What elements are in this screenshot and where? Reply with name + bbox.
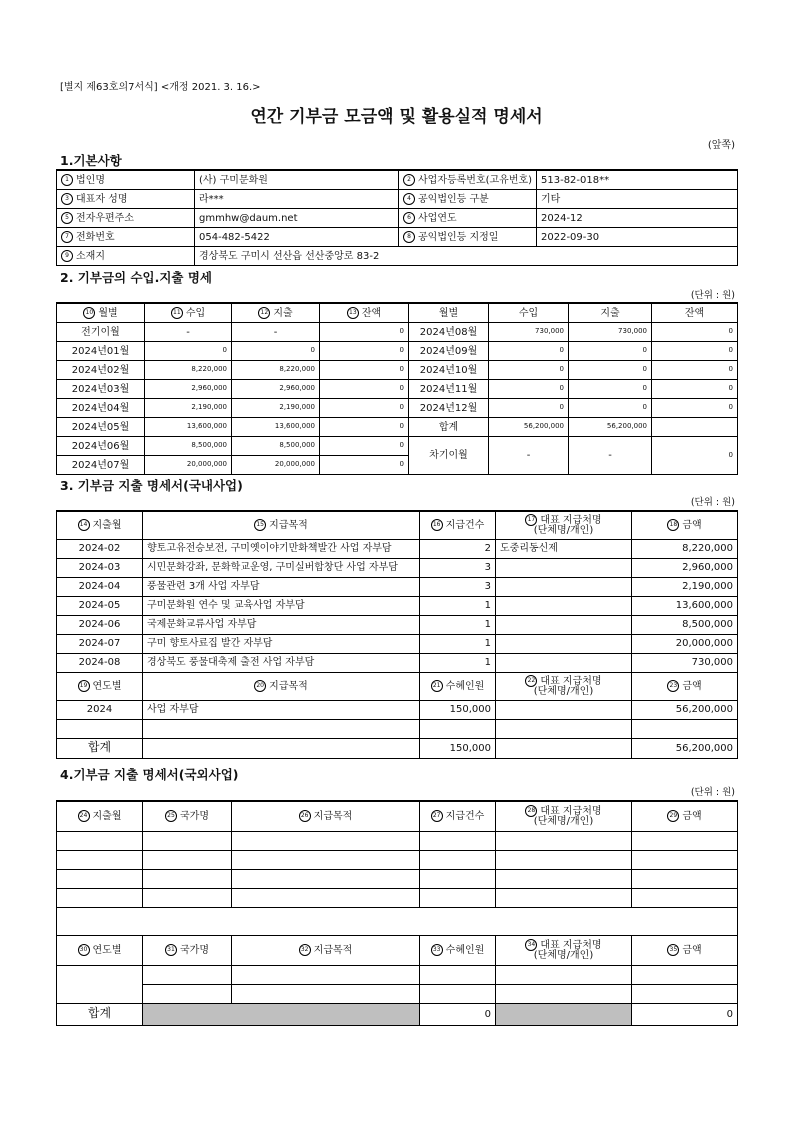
header-cell: 월별 bbox=[409, 303, 489, 323]
field-value: 라*** bbox=[195, 190, 399, 209]
income-cell: - bbox=[489, 437, 569, 475]
income-cell: 2,960,000 bbox=[145, 380, 232, 399]
header-cell: 32 지급목적 bbox=[232, 935, 420, 965]
purpose-cell: 경상북도 풍물대축제 출전 사업 자부담 bbox=[143, 653, 420, 672]
income-cell: 20,000,000 bbox=[145, 456, 232, 475]
count-cell: 1 bbox=[420, 653, 496, 672]
empty-cell bbox=[143, 738, 420, 758]
month-cell: 2024년01월 bbox=[57, 342, 145, 361]
table-row bbox=[57, 596, 738, 615]
header-cell: 33 수혜인원 bbox=[420, 935, 496, 965]
expense-cell: 20,000,000 bbox=[232, 456, 320, 475]
balance-cell bbox=[652, 418, 738, 437]
income-cell: 8,500,000 bbox=[145, 437, 232, 456]
empty-cell bbox=[496, 738, 632, 758]
income-cell: 0 bbox=[145, 342, 232, 361]
table-row bbox=[57, 634, 738, 653]
month-cell: 2024-04 bbox=[57, 577, 143, 596]
payee-cell bbox=[496, 700, 632, 719]
header-cell: 16 지급건수 bbox=[420, 511, 496, 539]
month-cell: 2024년02월 bbox=[57, 361, 145, 380]
count-cell: 3 bbox=[420, 558, 496, 577]
year-cell: 2024 bbox=[57, 700, 143, 719]
header-cell: 23 금액 bbox=[632, 672, 738, 700]
purpose-cell: 풍물관련 3개 사업 자부담 bbox=[143, 577, 420, 596]
payee-cell bbox=[496, 577, 632, 596]
amount-cell: 8,500,000 bbox=[632, 615, 738, 634]
address-row bbox=[57, 247, 738, 266]
count-cell: 3 bbox=[420, 577, 496, 596]
info-row bbox=[57, 190, 738, 209]
expense-cell: 0 bbox=[569, 342, 652, 361]
unit-label: (단위 : 원) bbox=[690, 290, 735, 301]
income-cell: 0 bbox=[489, 342, 569, 361]
income-cell: 13,600,000 bbox=[145, 418, 232, 437]
field-label: 1 법인명 bbox=[57, 170, 195, 190]
month-cell: 2024년04월 bbox=[57, 399, 145, 418]
table-row bbox=[57, 831, 738, 850]
info-row bbox=[57, 209, 738, 228]
table-header-row bbox=[57, 672, 738, 700]
balance-cell: 0 bbox=[652, 361, 738, 380]
front-side-label: (앞쪽) bbox=[707, 140, 735, 151]
field-value: 기타 bbox=[537, 190, 738, 209]
balance-cell: 0 bbox=[652, 437, 738, 475]
table-header-row bbox=[57, 935, 738, 965]
header-cell: 잔액 bbox=[652, 303, 738, 323]
expense-cell: 0 bbox=[232, 342, 320, 361]
income-cell: 730,000 bbox=[489, 323, 569, 342]
income-cell: 0 bbox=[489, 399, 569, 418]
payee-cell bbox=[496, 653, 632, 672]
header-cell: 15 지급목적 bbox=[143, 511, 420, 539]
header-cell: 수입 bbox=[489, 303, 569, 323]
table-row bbox=[57, 558, 738, 577]
field-label: 2 사업자등록번호(고유번호) bbox=[399, 170, 537, 190]
header-cell: 28 대표 지급처명 (단체명/개인) bbox=[496, 801, 632, 831]
field-value: 경상북도 구미시 선산읍 선산중앙로 83-2 bbox=[195, 247, 738, 266]
header-cell: 21 수혜인원 bbox=[420, 672, 496, 700]
amount-cell: 20,000,000 bbox=[632, 634, 738, 653]
payee-cell bbox=[496, 615, 632, 634]
income-cell: 8,220,000 bbox=[145, 361, 232, 380]
amount-cell: 2,190,000 bbox=[632, 577, 738, 596]
overseas-expense-table bbox=[56, 800, 738, 1026]
header-cell: 20 지급목적 bbox=[143, 672, 420, 700]
header-cell: 26 지급목적 bbox=[232, 801, 420, 831]
table-row bbox=[57, 965, 738, 984]
field-label: 3 대표자 성명 bbox=[57, 190, 195, 209]
field-value: gmmhw@daum.net bbox=[195, 209, 399, 228]
balance-cell: 0 bbox=[320, 437, 409, 456]
month-cell: 2024-07 bbox=[57, 634, 143, 653]
total-label: 합계 bbox=[57, 1003, 143, 1025]
section1-heading: 1.기본사항 bbox=[60, 153, 122, 168]
field-label: 8 공익법인등 지정일 bbox=[399, 228, 537, 247]
total-people: 0 bbox=[420, 1003, 496, 1025]
section4-heading: 4.기부금 지출 명세서(국외사업) bbox=[60, 767, 239, 782]
amount-cell: 2,960,000 bbox=[632, 558, 738, 577]
expense-cell: 13,600,000 bbox=[232, 418, 320, 437]
table-header-row bbox=[57, 511, 738, 539]
amount-cell: 8,220,000 bbox=[632, 539, 738, 558]
income-cell: - bbox=[145, 323, 232, 342]
field-label: 5 전자우편주소 bbox=[57, 209, 195, 228]
header-cell: 24 지출월 bbox=[57, 801, 143, 831]
balance-cell: 0 bbox=[652, 380, 738, 399]
empty-cell bbox=[632, 719, 738, 738]
expense-cell: 2,190,000 bbox=[232, 399, 320, 418]
month-cell: 2024년11월 bbox=[409, 380, 489, 399]
header-cell: 지출 bbox=[569, 303, 652, 323]
expense-cell: 0 bbox=[569, 361, 652, 380]
total-amount: 56,200,000 bbox=[632, 738, 738, 758]
balance-cell: 0 bbox=[320, 323, 409, 342]
balance-cell: 0 bbox=[320, 399, 409, 418]
total-amount: 0 bbox=[632, 1003, 738, 1025]
table-row bbox=[57, 361, 738, 380]
header-cell: 14 지출월 bbox=[57, 511, 143, 539]
info-row bbox=[57, 170, 738, 190]
table-row bbox=[57, 984, 738, 1003]
table-header-row bbox=[57, 303, 738, 323]
header-cell: 30 연도별 bbox=[57, 935, 143, 965]
expense-cell: 0 bbox=[569, 380, 652, 399]
month-cell: 2024년07월 bbox=[57, 456, 145, 475]
header-cell: 22 대표 지급처명 (단체명/개인) bbox=[496, 672, 632, 700]
purpose-cell: 구미문화원 연수 및 교육사업 자부담 bbox=[143, 596, 420, 615]
table-row bbox=[57, 418, 738, 437]
expense-cell: 730,000 bbox=[569, 323, 652, 342]
table-row bbox=[57, 719, 738, 738]
month-cell: 2024-02 bbox=[57, 539, 143, 558]
field-label: 4 공익법인등 구분 bbox=[399, 190, 537, 209]
header-cell: 29 금액 bbox=[632, 801, 738, 831]
balance-cell: 0 bbox=[652, 399, 738, 418]
month-cell: 2024년12월 bbox=[409, 399, 489, 418]
empty-cell bbox=[496, 719, 632, 738]
empty-cell bbox=[143, 719, 420, 738]
month-cell: 2024년09월 bbox=[409, 342, 489, 361]
purpose-cell: 시민문화강좌, 문화학교운영, 구미실버합창단 사업 자부담 bbox=[143, 558, 420, 577]
count-cell: 1 bbox=[420, 634, 496, 653]
expense-cell: 8,500,000 bbox=[232, 437, 320, 456]
balance-cell: 0 bbox=[320, 342, 409, 361]
month-cell: 전기이월 bbox=[57, 323, 145, 342]
table-row bbox=[57, 437, 738, 456]
field-label: 9 소재지 bbox=[57, 247, 195, 266]
expense-cell: 2,960,000 bbox=[232, 380, 320, 399]
gray-cell bbox=[496, 1003, 632, 1025]
basic-info-table bbox=[56, 169, 738, 266]
amount-cell: 730,000 bbox=[632, 653, 738, 672]
gray-cell bbox=[143, 1003, 420, 1025]
table-row bbox=[57, 399, 738, 418]
table-row bbox=[57, 615, 738, 634]
empty-cell bbox=[420, 719, 496, 738]
amount-cell: 13,600,000 bbox=[632, 596, 738, 615]
table-row bbox=[57, 539, 738, 558]
month-cell: 합계 bbox=[409, 418, 489, 437]
month-cell: 2024년08월 bbox=[409, 323, 489, 342]
header-cell: 12 지출 bbox=[232, 303, 320, 323]
total-row bbox=[57, 1003, 738, 1025]
field-value: 2022-09-30 bbox=[537, 228, 738, 247]
table-row bbox=[57, 700, 738, 719]
header-cell: 13 잔액 bbox=[320, 303, 409, 323]
carry-label: 차기이월 bbox=[409, 437, 489, 475]
header-cell: 35 금액 bbox=[632, 935, 738, 965]
info-row bbox=[57, 228, 738, 247]
header-cell: 18 금액 bbox=[632, 511, 738, 539]
table-row bbox=[57, 869, 738, 888]
table-row bbox=[57, 850, 738, 869]
income-cell: 0 bbox=[489, 380, 569, 399]
balance-cell: 0 bbox=[320, 361, 409, 380]
month-cell: 2024-05 bbox=[57, 596, 143, 615]
month-cell: 2024-08 bbox=[57, 653, 143, 672]
header-cell: 11 수입 bbox=[145, 303, 232, 323]
unit-label: (단위 : 원) bbox=[690, 497, 735, 508]
income-cell: 2,190,000 bbox=[145, 399, 232, 418]
total-people: 150,000 bbox=[420, 738, 496, 758]
table-row bbox=[57, 380, 738, 399]
balance-cell: 0 bbox=[320, 418, 409, 437]
month-cell: 2024년05월 bbox=[57, 418, 145, 437]
section2-heading: 2. 기부금의 수입.지출 명세 bbox=[60, 270, 213, 285]
domestic-expense-table bbox=[56, 510, 738, 759]
income-expense-table bbox=[56, 302, 738, 475]
count-cell: 1 bbox=[420, 596, 496, 615]
table-row bbox=[57, 323, 738, 342]
expense-cell: 0 bbox=[569, 399, 652, 418]
people-cell: 150,000 bbox=[420, 700, 496, 719]
field-value: 513-82-018** bbox=[537, 170, 738, 190]
payee-cell bbox=[496, 634, 632, 653]
field-label: 6 사업연도 bbox=[399, 209, 537, 228]
header-cell: 17 대표 지급처명 (단체명/개인) bbox=[496, 511, 632, 539]
field-label: 7 전화번호 bbox=[57, 228, 195, 247]
purpose-cell: 국제문화교류사업 자부담 bbox=[143, 615, 420, 634]
payee-cell: 도중리동신제 bbox=[496, 539, 632, 558]
form-label: [별지 제63호의7서식] <개정 2021. 3. 16.> bbox=[60, 82, 261, 93]
payee-cell bbox=[496, 558, 632, 577]
table-row bbox=[57, 653, 738, 672]
table-row bbox=[57, 888, 738, 907]
header-cell: 19 연도별 bbox=[57, 672, 143, 700]
field-value: 2024-12 bbox=[537, 209, 738, 228]
table-row bbox=[57, 577, 738, 596]
total-row bbox=[57, 738, 738, 758]
payee-cell bbox=[496, 596, 632, 615]
month-cell: 2024년10월 bbox=[409, 361, 489, 380]
amount-cell: 56,200,000 bbox=[632, 700, 738, 719]
purpose-cell: 사업 자부담 bbox=[143, 700, 420, 719]
header-cell: 27 지급건수 bbox=[420, 801, 496, 831]
month-cell: 2024-03 bbox=[57, 558, 143, 577]
expense-cell: 8,220,000 bbox=[232, 361, 320, 380]
table-row bbox=[57, 342, 738, 361]
table-header-row bbox=[57, 801, 738, 831]
count-cell: 1 bbox=[420, 615, 496, 634]
balance-cell: 0 bbox=[320, 456, 409, 475]
header-cell: 10 월별 bbox=[57, 303, 145, 323]
expense-cell: - bbox=[232, 323, 320, 342]
empty-cell bbox=[57, 719, 143, 738]
total-label: 합계 bbox=[57, 738, 143, 758]
spacer-row bbox=[57, 907, 738, 935]
income-cell: 0 bbox=[489, 361, 569, 380]
month-cell: 2024년03월 bbox=[57, 380, 145, 399]
field-value: 054-482-5422 bbox=[195, 228, 399, 247]
count-cell: 2 bbox=[420, 539, 496, 558]
field-value: (사) 구미문화원 bbox=[195, 170, 399, 190]
balance-cell: 0 bbox=[652, 323, 738, 342]
section3-heading: 3. 기부금 지출 명세서(국내사업) bbox=[60, 478, 243, 493]
header-cell: 31 국가명 bbox=[143, 935, 232, 965]
month-cell: 2024년06월 bbox=[57, 437, 145, 456]
header-cell: 25 국가명 bbox=[143, 801, 232, 831]
page-title: 연간 기부금 모금액 및 활용실적 명세서 bbox=[250, 107, 543, 127]
balance-cell: 0 bbox=[652, 342, 738, 361]
month-cell: 2024-06 bbox=[57, 615, 143, 634]
header-cell: 34 대표 지급처명 (단체명/개인) bbox=[496, 935, 632, 965]
unit-label: (단위 : 원) bbox=[690, 787, 735, 798]
balance-cell: 0 bbox=[320, 380, 409, 399]
expense-cell: - bbox=[569, 437, 652, 475]
purpose-cell: 구미 향토사료집 발간 자부담 bbox=[143, 634, 420, 653]
purpose-cell: 향토고유전승보전, 구미옛이야기만화책발간 사업 자부담 bbox=[143, 539, 420, 558]
expense-cell: 56,200,000 bbox=[569, 418, 652, 437]
income-cell: 56,200,000 bbox=[489, 418, 569, 437]
